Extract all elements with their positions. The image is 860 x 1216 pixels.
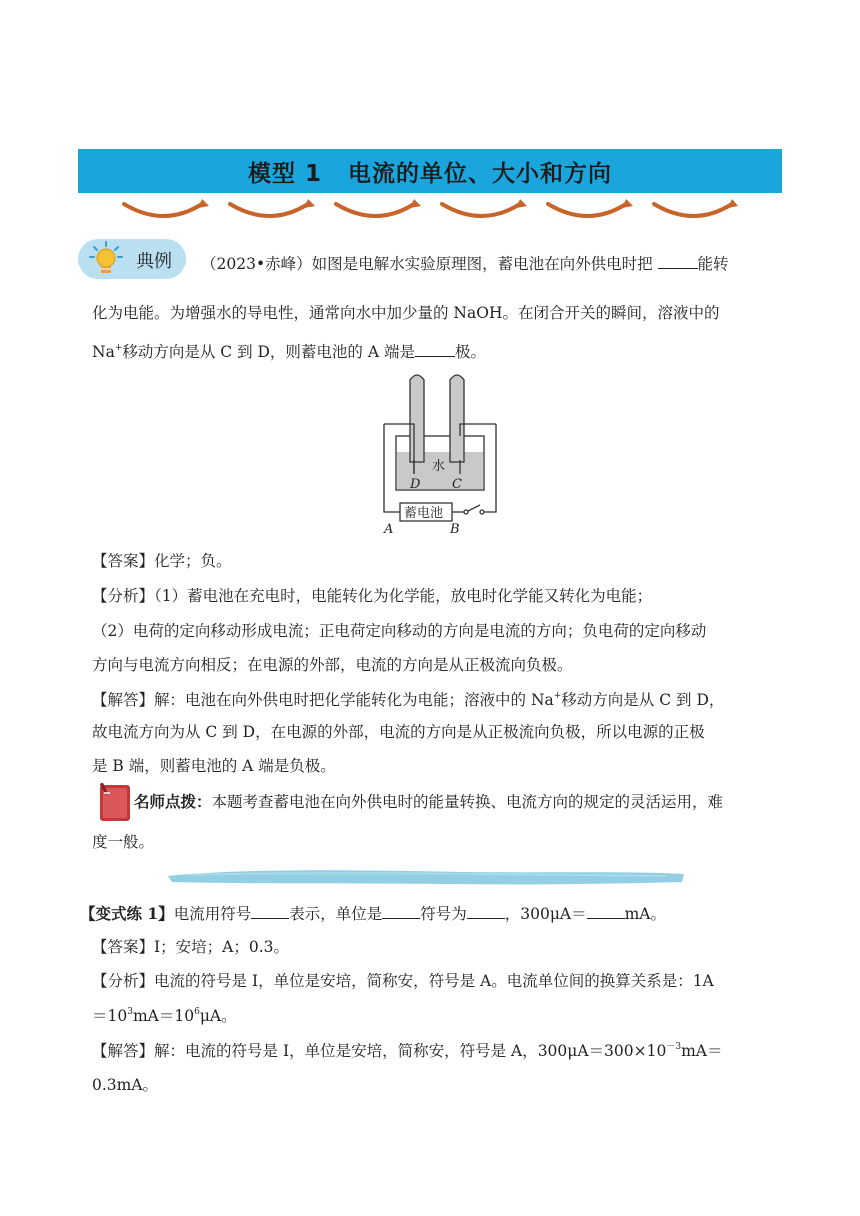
model-number: 模型 1 (247, 160, 322, 187)
solution-text: 解：电池在向外供电时把化学能转化为电能；溶液中的 Na (154, 691, 554, 709)
tip-line-1 (134, 792, 723, 812)
exponent: －3 (666, 1041, 682, 1052)
model-name: 电流的单位、大小和方向 (348, 160, 612, 187)
solution-line-3: 是 B 端，则蓄电池的 A 端是负极。 (92, 757, 336, 775)
exercise1-text: mA。 (624, 905, 666, 923)
ion-charge: + (553, 690, 562, 701)
exponent: 3 (127, 1006, 133, 1017)
example-text: 极。 (454, 343, 486, 361)
example-text: 能转 (697, 255, 729, 273)
exponent: 6 (194, 1006, 200, 1017)
analysis-tag: 【分析】 (92, 972, 155, 990)
exercise1-solution-line-2: 0.3mA。 (92, 1076, 159, 1094)
solution-tag: 【解答】 (92, 691, 155, 709)
answer-blank (658, 252, 698, 269)
water-label: 水 (432, 459, 446, 474)
section-title-bar (78, 149, 782, 193)
analysis-line-1 (92, 586, 652, 606)
answer-tag: 【答案】 (92, 552, 155, 570)
analysis-line-3: 方向与电流方向相反；在电源的外部，电流的方向是从正极流向负极。 (92, 656, 573, 674)
solution-text: mA＝ (681, 1042, 723, 1060)
exercise1-analysis-line-1 (92, 971, 714, 991)
exercise1-question (80, 902, 666, 924)
example-text: 移动方向是从 C 到 D，则蓄电池的 A 端是 (122, 343, 415, 361)
tip-line-2: 度一般。 (92, 833, 155, 851)
solution-line-2: 故电流方向为从 C 到 D，在电源的外部，电流的方向是从正极流向负极，所以电源的正极 (92, 723, 705, 741)
analysis-text: mA＝10 (132, 1007, 195, 1025)
exercise1-analysis-line-2 (92, 1006, 237, 1026)
answer-line (92, 551, 232, 571)
brush-divider (166, 866, 686, 888)
badge-label: 典例 (136, 251, 172, 272)
answer-blank (467, 902, 505, 919)
analysis-text: μA。 (199, 1007, 237, 1025)
lightbulb-icon (88, 241, 124, 277)
example-line-2: 化为电能。为增强水的导电性，通常向水中加少量的 NaOH。在闭合开关的瞬间，溶液中的 (92, 304, 720, 322)
analysis-text: （1）蓄电池在充电时，电能转化为化学能，放电时化学能又转化为电能； (154, 587, 653, 605)
terminal-b-label: B (450, 522, 460, 537)
analysis-text: ＝10 (92, 1007, 128, 1025)
solution-tag: 【解答】 (92, 1042, 155, 1060)
answer-blank (251, 902, 289, 919)
example-text: （2023•赤峰）如图是电解水实验原理图，蓄电池在向外供电时把 (201, 255, 653, 273)
example-line-3 (92, 340, 486, 362)
exercise1-tag: 【变式练 1】 (80, 904, 174, 923)
terminal-a-label: A (384, 522, 394, 537)
exercise1-solution-line-1 (92, 1041, 722, 1061)
example-line-1 (201, 252, 729, 274)
solution-line-1 (92, 690, 724, 710)
analysis-line-2: （2）电荷的定向移动形成电流；正电荷定向移动的方向是电流的方向；负电荷的定向移动 (92, 622, 707, 640)
decorative-arcs (118, 196, 738, 226)
ion-charge: + (114, 342, 123, 353)
answer-blank (587, 902, 625, 919)
tip-label: 名师点拨： (134, 792, 212, 811)
solution-text: 解：电流的符号是 I，单位是安培，简称安，符号是 A，300μA＝300×10 (154, 1042, 667, 1060)
exercise1-text: 符号为 (420, 905, 467, 923)
example-badge (78, 239, 186, 279)
sodium-symbol: Na (92, 343, 115, 361)
electrode-d-label: D (410, 477, 421, 492)
answer-blank (415, 340, 455, 357)
battery-label: 蓄电池 (404, 506, 444, 521)
answer-blank (382, 902, 420, 919)
solution-text: 移动方向是从 C 到 D， (561, 691, 725, 709)
exercise1-text: 电流用符号 (173, 905, 252, 923)
answer-text: I；安培；A；0.3。 (154, 938, 289, 956)
exercise1-text: ，300μA＝ (504, 905, 587, 923)
analysis-tag: 【分析】 (92, 587, 155, 605)
answer-text: 化学；负。 (154, 552, 232, 570)
answer-tag: 【答案】 (92, 938, 155, 956)
exercise1-text: 表示，单位是 (289, 905, 383, 923)
tip-text: 本题考查蓄电池在向外供电时的能量转换、电流方向的规定的灵活运用，难 (211, 793, 724, 811)
electrolysis-diagram (380, 370, 500, 540)
analysis-text: 电流的符号是 I，单位是安培，简称安，符号是 A。电流单位间的换算关系是：1A (154, 972, 714, 990)
electrode-c-label: C (452, 477, 462, 492)
section-title (248, 155, 612, 188)
exercise1-answer (92, 937, 289, 957)
pen-note-icon (100, 783, 132, 823)
